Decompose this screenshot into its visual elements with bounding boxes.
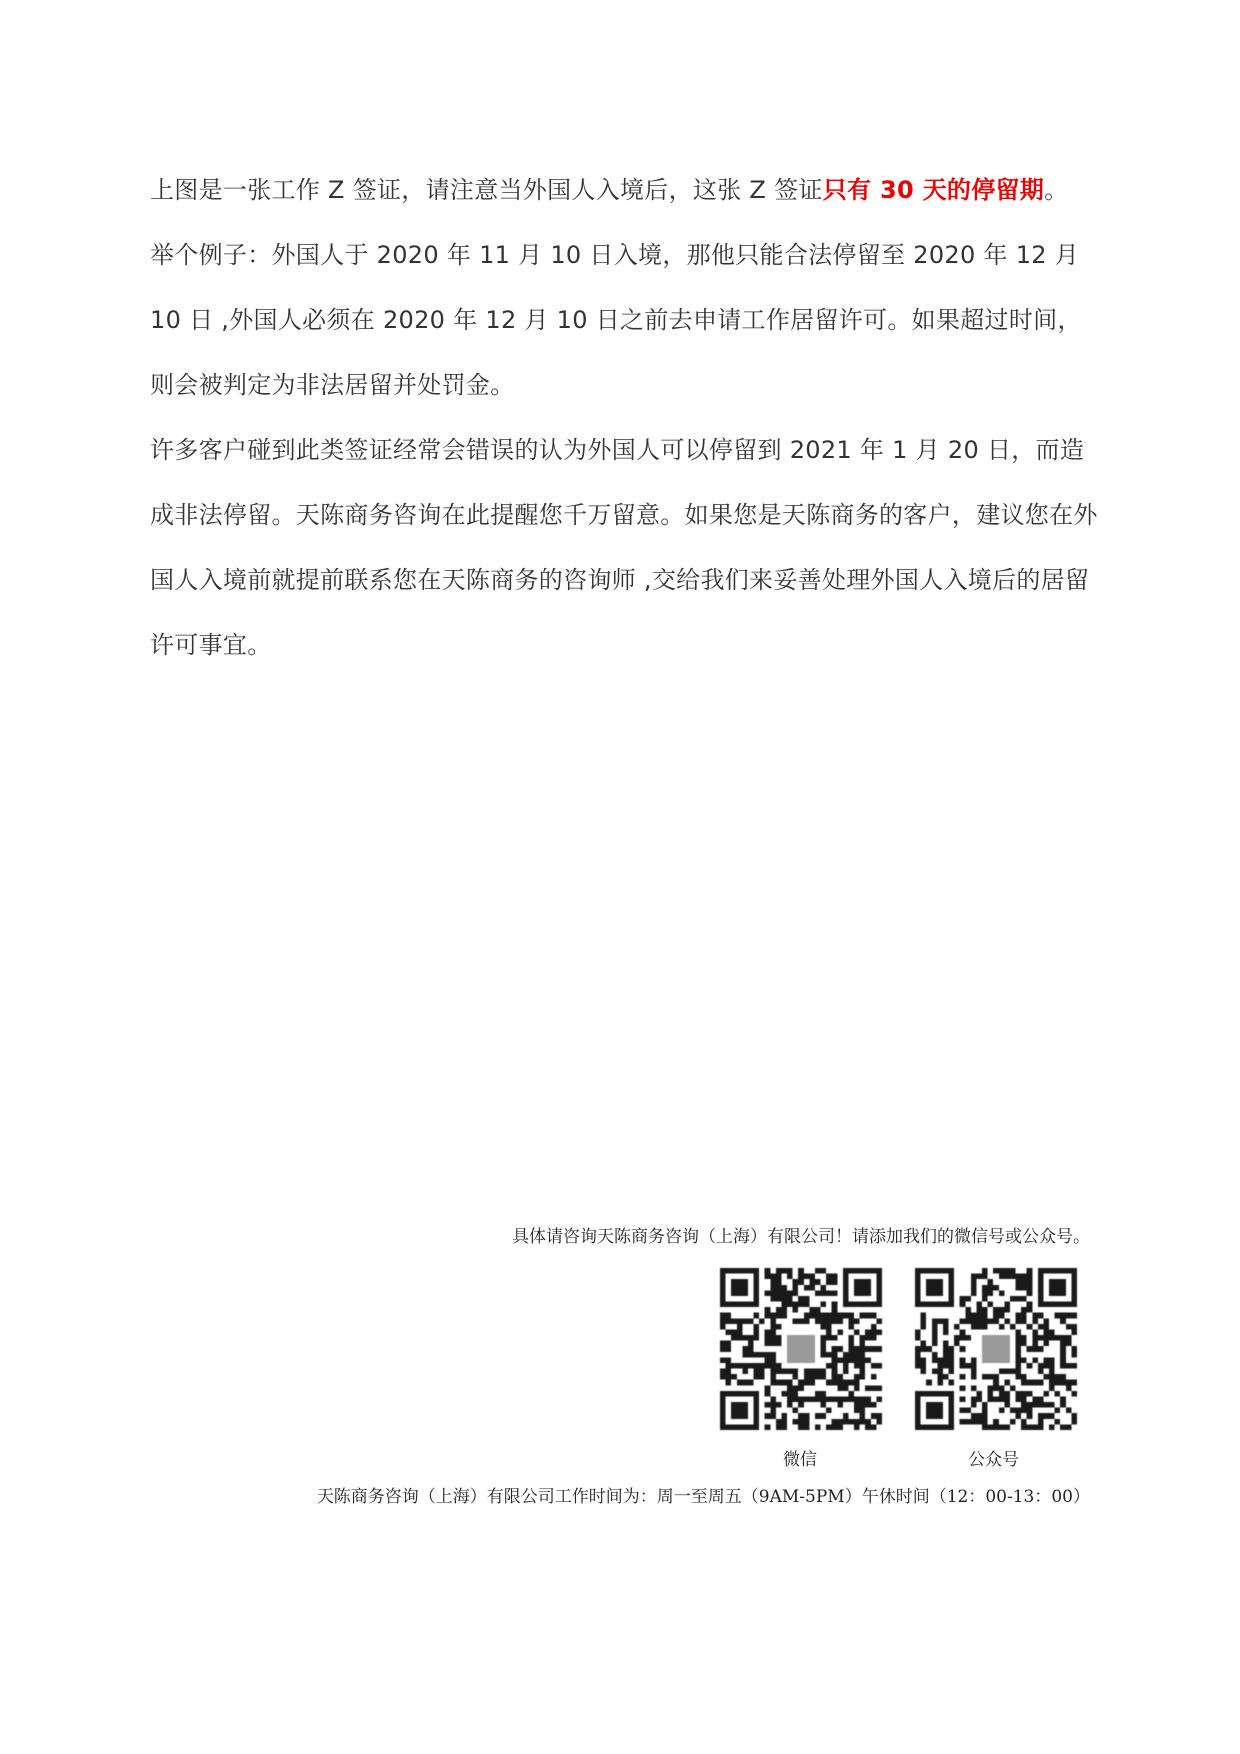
- paragraph-example: 举个例子：外国人于 2020 年 11 月 10 日入境，那他只能合法停留至 2020 年 12 月 10 日 ,外国人必须在 2020 年 12 月 10 日之前去申请工作居留许可。如果超过时间，则会被判定为非法居留并处罚金。: [150, 241, 1082, 399]
- visa-notice-text: 上图是一张工作 Z 签证，请注意当外国人入境后，这张 Z 签证: [150, 176, 823, 204]
- official-account-label: 公众号: [968, 1450, 1019, 1470]
- paragraph-visa-notice: [150, 158, 1100, 223]
- visa-notice-end: 。: [1044, 176, 1069, 204]
- contact-text: 具体请咨询天陈商务咨询（上海）有限公司！请添加我们的微信号或公众号。: [512, 1227, 1090, 1247]
- wechat-label: 微信: [783, 1450, 817, 1470]
- article-body: [150, 158, 1100, 678]
- official-account-qr-image: [915, 1268, 1077, 1430]
- official-account-qr-code: [915, 1268, 1077, 1430]
- working-hours-text: 天陈商务咨询（上海）有限公司工作时间为：周一至周五（9AM-5PM）午休时间（12：00-13：00）: [316, 1487, 1090, 1507]
- paragraph-reminder: 许多客户碰到此类签证经常会错误的认为外国人可以停留到 2021 年 1 月 20 日，而造成非法停留。天陈商务咨询在此提醒您千万留意。如果您是天陈商务的客户，建议您在外国人入境前就提前联系您在天陈商务的咨询师 ,交给我们来妥善处理外国人入境后的居留许可事宜。: [150, 436, 1098, 659]
- wechat-qr-image: [720, 1268, 882, 1430]
- stay-period-highlight: 只有 30 天的停留期: [822, 176, 1045, 204]
- wechat-qr-code: [720, 1268, 882, 1430]
